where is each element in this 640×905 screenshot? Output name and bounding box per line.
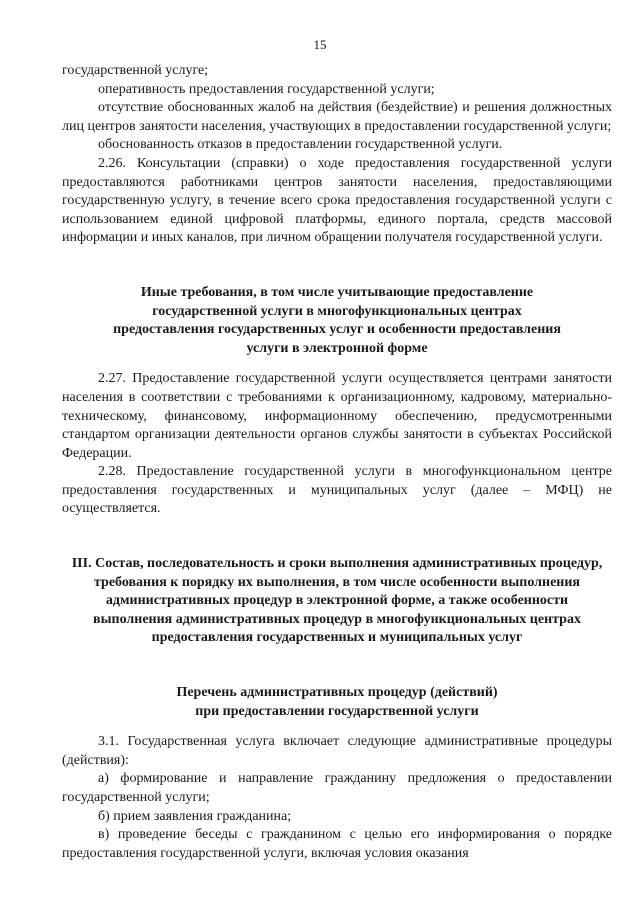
- paragraph: 2.28. Предоставление государственной услуги в многофункциональном центре предоставления государственных и муниципальных услуг (далее – МФЦ) не осуществляется.: [62, 464, 612, 517]
- section-heading: Иные требования, в том числе учитывающие предоставление государственной услуги в многофункциональных центрах предоставления государственных услуг и особенности предоставления услуги в электронной форме: [113, 284, 561, 356]
- spacer: [62, 721, 612, 733]
- paragraph: отсутствие обоснованных жалоб на действия (бездействие) и решения должностных лиц центров занятости населения, участвующих в предоставлении государственной услуги;: [62, 100, 612, 134]
- page-number: 15: [313, 37, 327, 52]
- list-item: а) формирование и направление гражданину предложения о предоставлении государственной услуги;: [62, 771, 612, 805]
- spacer: [62, 648, 612, 684]
- paragraph: 3.1. Государственная услуга включает следующие административные процедуры (действия):: [62, 734, 612, 768]
- list-item: б) прием заявления гражданина;: [98, 808, 292, 824]
- subsection-heading: Перечень административных процедур (действий) при предоставлении государственной услуги: [176, 685, 498, 719]
- paragraph: государственной услуге;: [62, 63, 209, 78]
- spacer: [62, 358, 612, 370]
- document-body: [62, 62, 612, 863]
- paragraph: оперативность предоставления государственной услуги;: [98, 81, 435, 97]
- paragraph: 2.27. Предоставление государственной услуги осуществляется центрами занятости населения в соответствии с требованиями к организационному, кадровому, материально-техническому, финансовому, информационному обеспечению, предусмотренными стандартом организации деятельности органов службы занятости в субъектах Российской Федерации.: [62, 371, 612, 461]
- list-item: в) проведение беседы с гражданином с целью его информирования о порядке предоставления государственной услуги, включая условия оказания: [62, 827, 612, 861]
- spacer: [62, 248, 612, 284]
- chapter-heading: III. Состав, последовательность и сроки выполнения административных процедур, требования к порядку их выполнения, в том числе особенности выполнения административных процедур в электронной форме, а также особенности выполнения административных процедур в многофункциональных центрах предоставления государственных и муниципальных услуг: [71, 556, 603, 646]
- paragraph: 2.26. Консультации (справки) о ходе предоставления государственной услуги предоставляются работниками центров занятости населения, предоставляющими государственную услугу, в течение всего срока предоставления государственной услуги с использованием единой цифровой платформы, единого портала, средств массовой информации и иных каналов, при личном обращении получателя государственной услуги.: [62, 155, 612, 246]
- spacer: [62, 519, 612, 555]
- paragraph: обоснованность отказов в предоставлении государственной услуги.: [98, 137, 503, 153]
